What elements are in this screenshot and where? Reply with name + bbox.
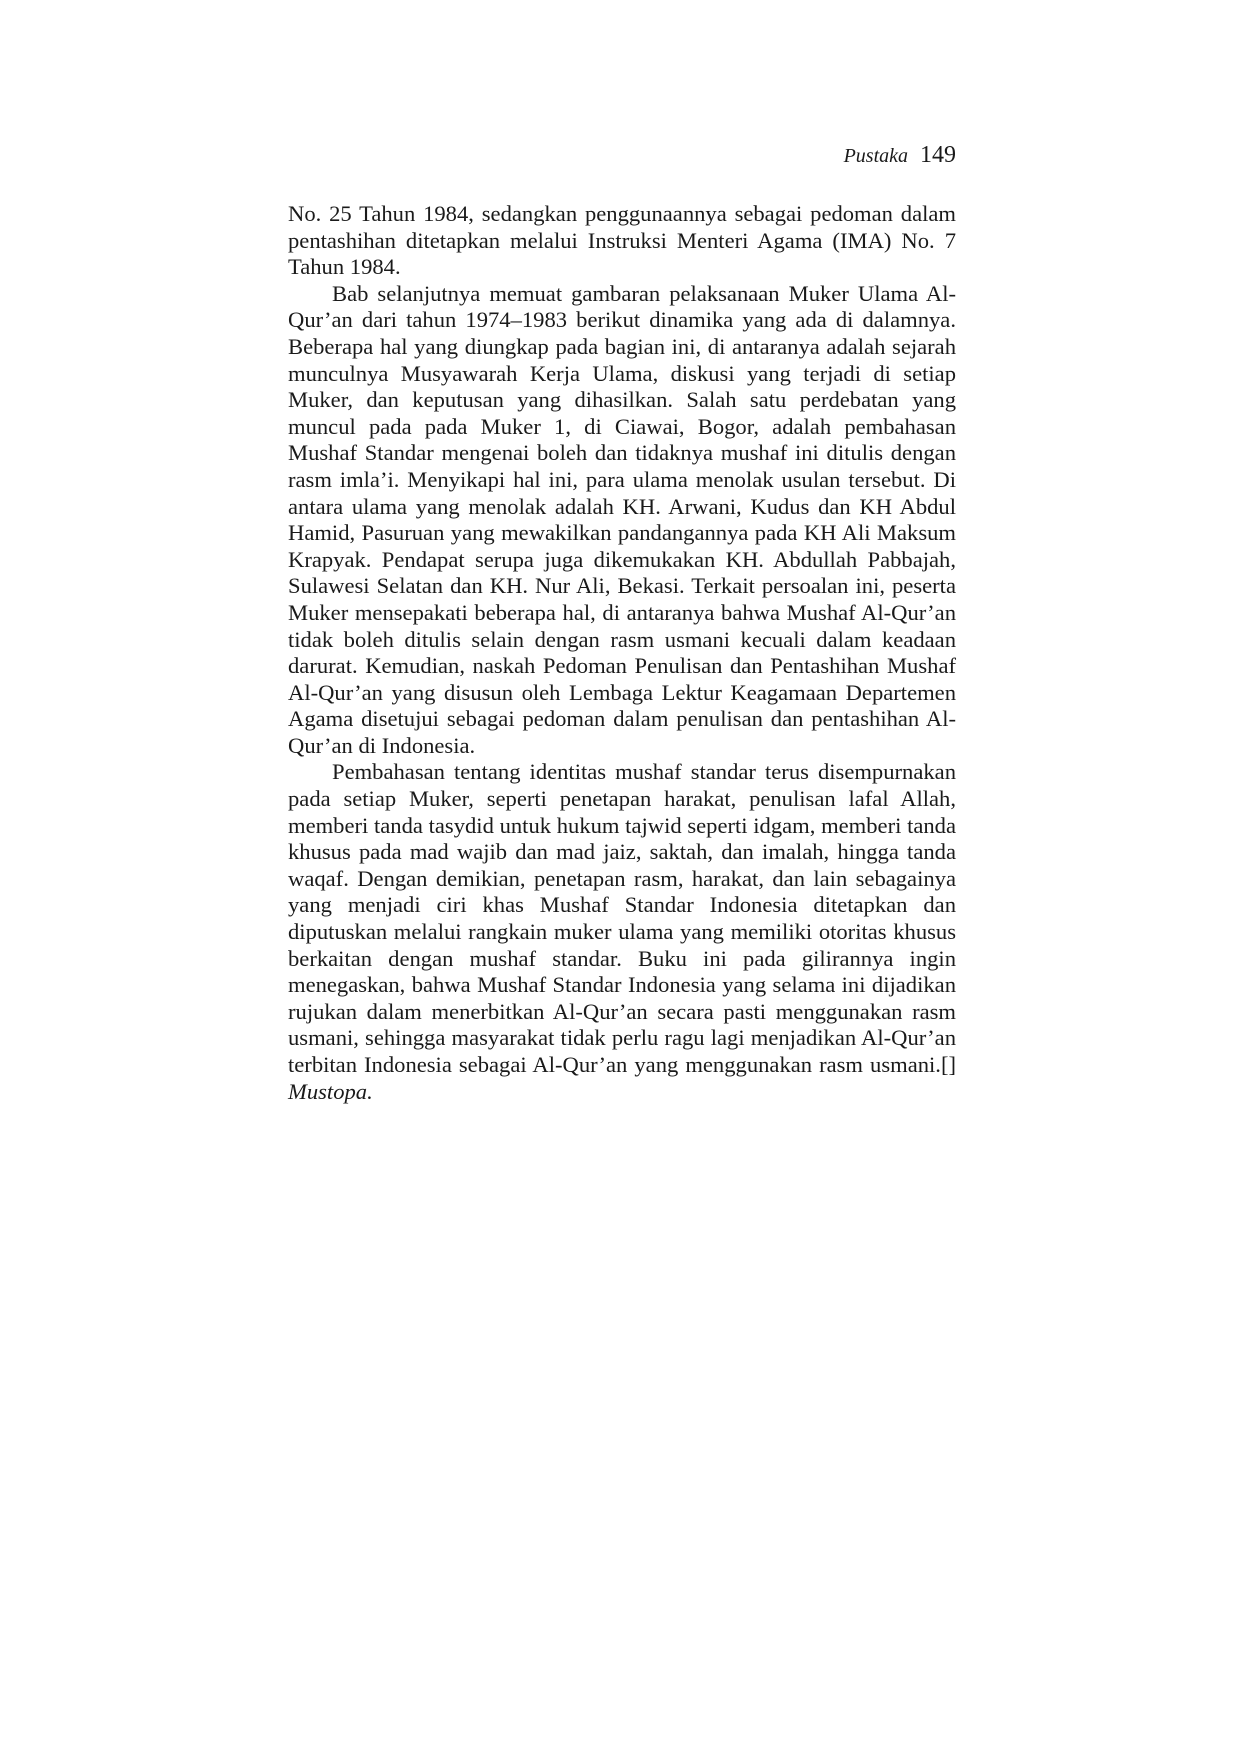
- paragraph-3-text: Pembahasan tentang identitas mushaf standar terus disempurnakan pada setiap Muker, seperti penetapan harakat, penulisan lafal Allah, memberi tanda tasydid untuk hukum tajwid seperti idgam, memberi tanda khusus pada mad wajib dan mad jaiz, saktah, dan imalah, hingga tanda waqaf. Dengan demikian, penetapan rasm, harakat, dan lain sebagainya yang menjadi ciri khas Mushaf Standar Indonesia ditetapkan dan diputuskan melalui rangkain muker ulama yang memiliki otoritas khusus berkaitan dengan mushaf standar. Buku ini pada gilirannya ingin menegaskan, bahwa Mushaf Standar Indonesia yang selama ini dijadikan rujukan dalam menerbitkan Al-Qur’an secara pasti menggunakan rasm usmani, sehingga masyarakat tidak perlu ragu lagi menjadikan Al-Qur’an terbitan Indonesia sebagai Al-Qur’an yang menggunakan rasm usmani.[]: [288, 759, 956, 1077]
- paragraph-1: No. 25 Tahun 1984, sedangkan penggunaannya sebagai pedoman dalam pentashihan ditetapkan melalui Instruksi Menteri Agama (IMA) No. 7 Tahun 1984.: [288, 201, 956, 280]
- running-header-section-title: Pustaka: [843, 145, 908, 167]
- page-number: 149: [920, 142, 956, 168]
- paragraph-2: Bab selanjutnya memuat gambaran pelaksanaan Muker Ulama Al-Qur’an dari tahun 1974–1983 berikut dinamika yang ada di dalamnya. Beberapa hal yang diungkap pada bagian ini, di antaranya adalah sejarah munculnya Musyawarah Kerja Ulama, diskusi yang terjadi di setiap Muker, dan keputusan yang dihasilkan. Salah satu perdebatan yang muncul pada pada Muker 1, di Ciawai, Bogor, adalah pembahasan Mushaf Standar mengenai boleh dan tidaknya mushaf ini ditulis dengan rasm imla’i. Menyikapi hal ini, para ulama menolak usulan tersebut. Di antara ulama yang menolak adalah KH. Arwani, Kudus dan KH Abdul Hamid, Pasuruan yang mewakilkan pandangannya pada KH Ali Maksum Krapyak. Pendapat serupa juga dikemukakan KH. Abdullah Pabbajah, Sulawesi Selatan dan KH. Nur Ali, Bekasi. Terkait persoalan ini, peserta Muker mensepakati beberapa hal, di antaranya bahwa Mushaf Al-Qur’an tidak boleh ditulis selain dengan rasm usmani kecuali dalam keadaan darurat. Kemudian, naskah Pedoman Penulisan dan Pentashihan Mushaf Al-Qur’an yang disusun oleh Lembaga Lektur Keagamaan Departemen Agama disetujui sebagai pedoman dalam penulisan dan pentashihan Al-Qur’an di Indonesia.: [288, 280, 956, 758]
- author-signature: Mustopa.: [288, 1078, 373, 1104]
- paragraph-3: [288, 759, 956, 1105]
- running-header: [288, 140, 956, 171]
- body-text: [288, 201, 956, 1105]
